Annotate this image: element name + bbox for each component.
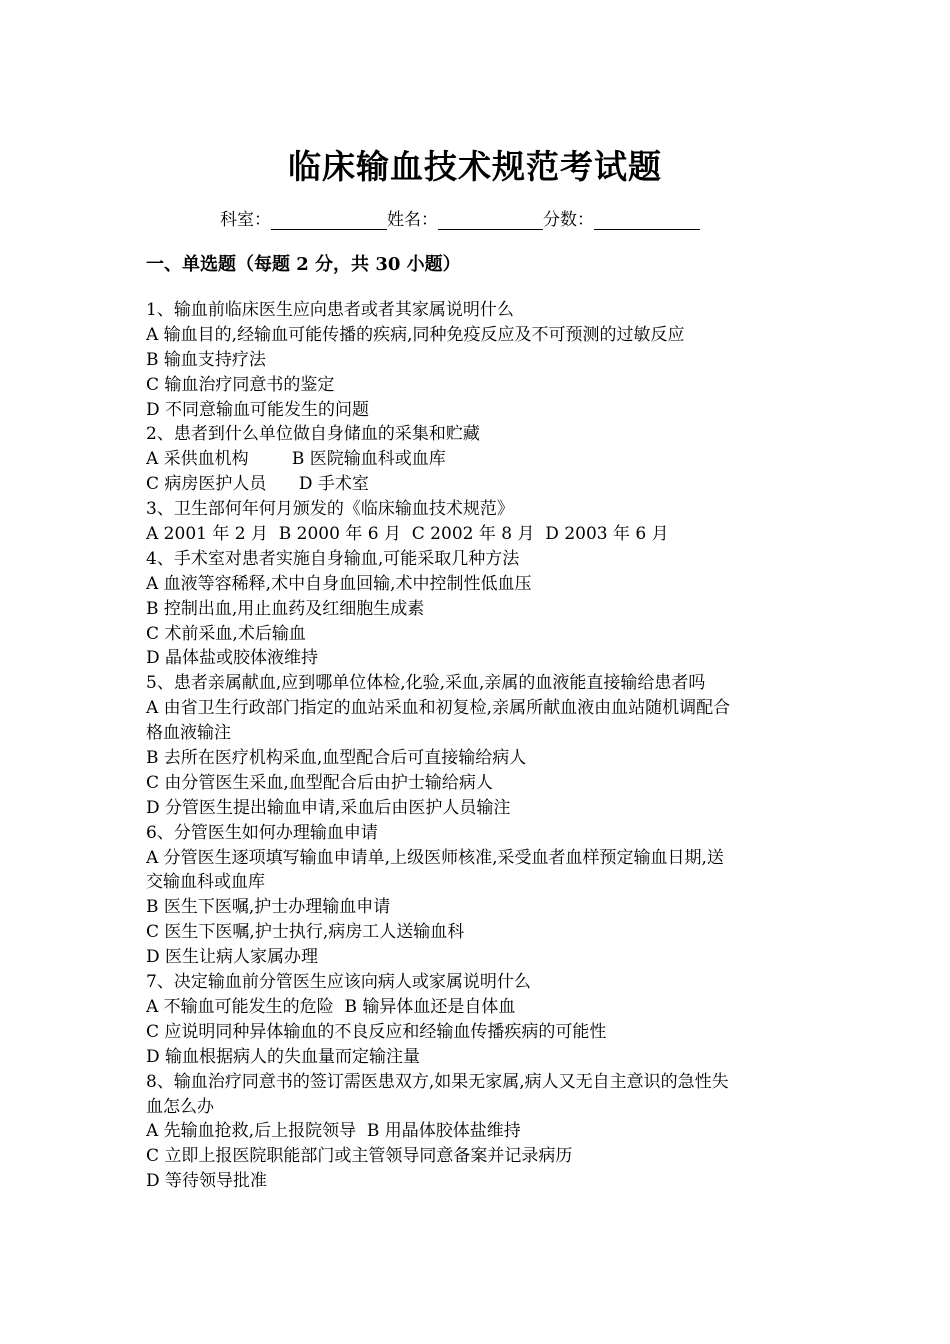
text-line: A 血液等容稀释,术中自身血回输,术中控制性低血压 <box>146 573 532 594</box>
text-line: D 分管医生提出输血申请,采血后由医护人员输注 <box>146 797 511 818</box>
text-line: 8、输血治疗同意书的签订需医患双方,如果无家属,病人又无自主意识的急性失 <box>146 1071 729 1092</box>
dept-blank <box>271 207 387 230</box>
text-line: C 医生下医嘱,护士执行,病房工人送输血科 <box>146 922 465 943</box>
text-line: A 输血目的,经输血可能传播的疾病,同种免疫反应及不可预测的过敏反应 <box>146 324 685 345</box>
text-line: 交输血科或血库 <box>146 872 265 893</box>
text-line: A 采供血机构 B 医院输血科或血库 <box>146 449 446 470</box>
text-line: 6、分管医生如何办理输血申请 <box>146 822 378 843</box>
text-line: 3、卫生部何年何月颁发的《临床输血技术规范》 <box>146 499 514 520</box>
text-line: D 输血根据病人的失血量而定输注量 <box>146 1046 421 1067</box>
text-line: B 医生下医嘱,护士办理输血申请 <box>146 897 391 918</box>
text-line: A 先输血抢救,后上报院领导 B 用晶体胶体盐维持 <box>146 1121 521 1142</box>
text-line: A 分管医生逐项填写输血申请单,上级医师核准,采受血者血样预定输血日期,送 <box>146 847 724 868</box>
text-line: D 不同意输血可能发生的问题 <box>146 399 370 420</box>
text-line: D 晶体盐或胶体液维持 <box>146 648 319 669</box>
text-line: B 输血支持疗法 <box>146 349 266 370</box>
text-line: 5、患者亲属献血,应到哪单位体检,化验,采血,亲属的血液能直接输给患者吗 <box>146 673 706 694</box>
text-line: 1、输血前临床医生应向患者或者其家属说明什么 <box>146 300 514 320</box>
section-heading: 一、单选题（每题 2 分，共 30 小题） <box>146 254 461 275</box>
text-line: C 病房医护人员 D 手术室 <box>146 474 369 495</box>
dept-label: 科室： <box>220 210 271 230</box>
text-line: 血怎么办 <box>146 1096 214 1117</box>
text-line: C 由分管医生采血,血型配合后由护士输给病人 <box>146 772 493 793</box>
text-line: B 控制出血,用止血药及红细胞生成素 <box>146 598 425 619</box>
name-label: 姓名： <box>387 210 438 230</box>
score-label: 分数： <box>543 210 594 230</box>
text-line: 格血液输注 <box>146 723 231 744</box>
text-line: C 输血治疗同意书的鉴定 <box>146 374 335 395</box>
text-line: C 立即上报医院职能部门或主管领导同意备案并记录病历 <box>146 1146 573 1167</box>
header-info-row <box>220 207 700 233</box>
name-blank <box>438 207 543 230</box>
text-line: C 应说明同种异体输血的不良反应和经输血传播疾病的可能性 <box>146 1021 607 1042</box>
text-line: A 不输血可能发生的危险 B 输异体血还是自体血 <box>146 996 516 1017</box>
question-list <box>146 298 818 1194</box>
page-title: 临床输血技术规范考试题 <box>288 147 662 186</box>
text-line: C 术前采血,术后输血 <box>146 623 306 644</box>
text-line: D 医生让病人家属办理 <box>146 947 319 968</box>
text-line: 2、患者到什么单位做自身储血的采集和贮藏 <box>146 424 480 445</box>
text-line: 7、决定输血前分管医生应该向病人或家属说明什么 <box>146 972 531 993</box>
text-line: A 2001 年 2 月 B 2000 年 6 月 C 2002 年 8 月 D 2003 年 6 月 <box>146 524 669 545</box>
text-line: 4、手术室对患者实施自身输血,可能采取几种方法 <box>146 548 520 569</box>
text-line: A 由省卫生行政部门指定的血站采血和初复检,亲属所献血液由血站随机调配合 <box>146 698 731 719</box>
score-blank <box>594 207 700 230</box>
text-line: B 去所在医疗机构采血,血型配合后可直接输给病人 <box>146 748 527 769</box>
text-line: D 等待领导批准 <box>146 1171 268 1192</box>
